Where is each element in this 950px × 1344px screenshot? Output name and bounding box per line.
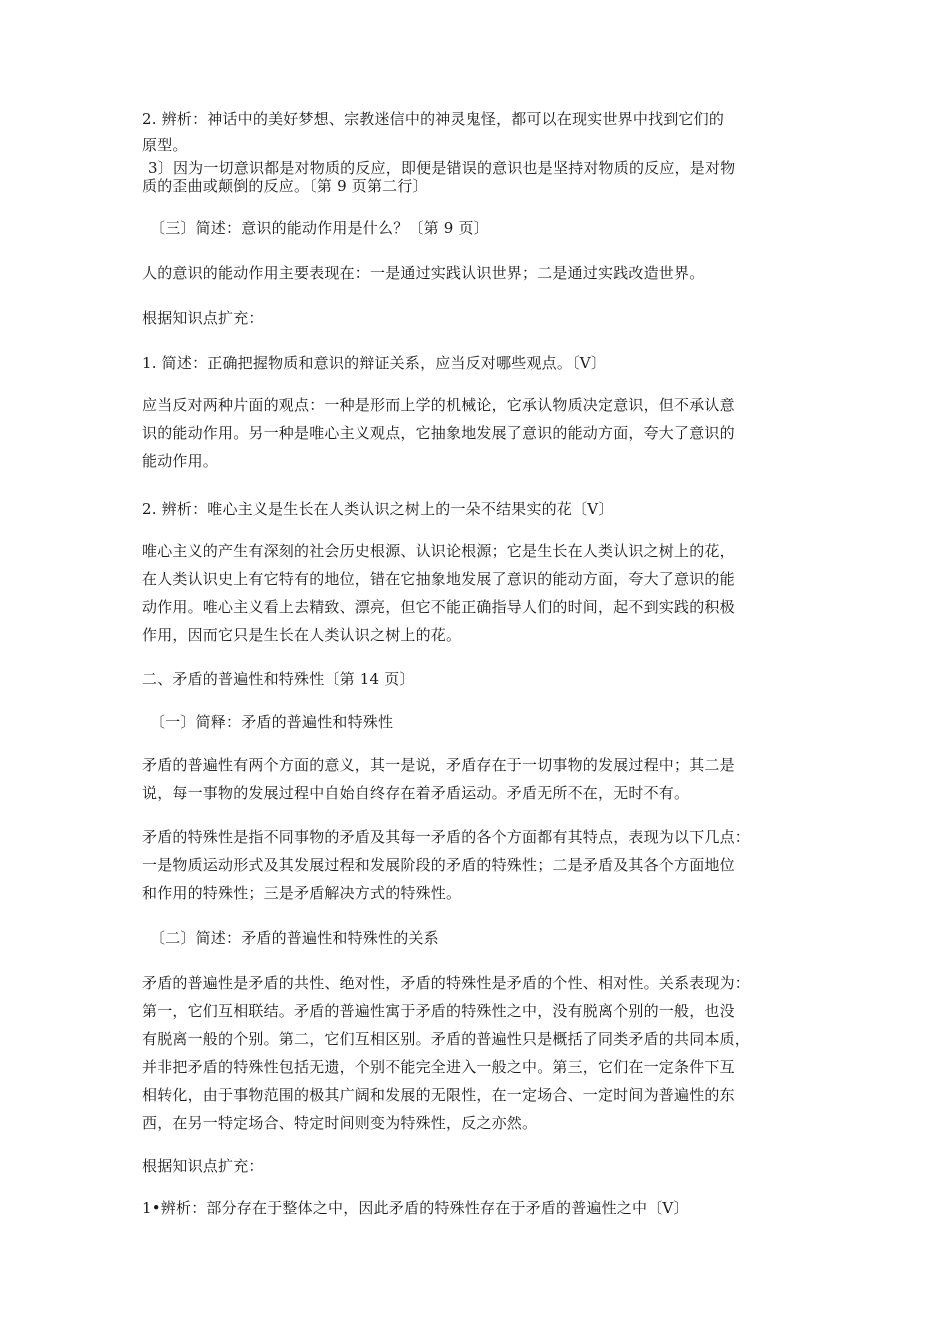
paragraph-line: 西，在另一特定场合、特定时间则变为特殊性，反之亦然。 xyxy=(142,1114,538,1132)
paragraph-line: 矛盾的特殊性是指不同事物的矛盾及其每一矛盾的各个方面都有其特点，表现为以下几点： xyxy=(142,828,751,846)
paragraph-line: 根据知识点扩充： xyxy=(142,1157,264,1175)
section-heading: 〔一〕简释：矛盾的普遍性和特殊性 xyxy=(150,713,394,731)
section-heading: 〔三〕简述：意识的能动作用是什么？〔第 9 页〕 xyxy=(150,219,489,237)
paragraph-line: 动作用。唯心主义看上去精致、漂亮，但它不能正确指导人们的时间，起不到实践的积极 xyxy=(142,598,735,616)
question-line: 1. 简述：正确把握物质和意识的辩证关系，应当反对哪些观点。〔V〕 xyxy=(142,354,607,372)
paragraph-line: 和作用的特殊性；三是矛盾解决方式的特殊性。 xyxy=(142,884,462,902)
paragraph-line: 2. 辨析：神话中的美好梦想、宗教迷信中的神灵鬼怪，都可以在现实世界中找到它们的 xyxy=(142,110,725,128)
paragraph-line: 作用，因而它只是生长在人类认识之树上的花。 xyxy=(142,626,462,644)
paragraph-line: 说，每一事物的发展过程中自始自终存在着矛盾运动。矛盾无所不在，无时不有。 xyxy=(142,784,690,802)
paragraph-line: 矛盾的普遍性是矛盾的共性、绝对性，矛盾的特殊性是矛盾的个性、相对性。关系表现为： xyxy=(142,974,751,992)
section-heading: 〔二〕简述：矛盾的普遍性和特殊性的关系 xyxy=(150,929,439,947)
paragraph-line: 根据知识点扩充： xyxy=(142,309,264,327)
paragraph-line: 在人类认识史上有它特有的地位，错在它抽象地发展了意识的能动方面，夸大了意识的能 xyxy=(142,570,735,588)
paragraph-line: 能动作用。 xyxy=(142,452,219,470)
paragraph-line: 相转化，由于事物范围的极其广阔和发展的无限性，在一定场合、一定时间为普遍性的东 xyxy=(142,1086,735,1104)
paragraph-line: 识的能动作用。另一种是唯心主义观点，它抽象地发展了意识的能动方面，夸大了意识的 xyxy=(142,424,735,442)
paragraph-line: 人的意识的能动作用主要表现在：一是通过实践认识世界；二是通过实践改造世界。 xyxy=(142,264,705,282)
paragraph-line: 有脱离一般的个别。第二，它们互相区别。矛盾的普遍性只是概括了同类矛盾的共同本质， xyxy=(142,1030,751,1048)
paragraph-line: 3〕因为一切意识都是对物质的反应，即便是错误的意识也是坚持对物质的反应，是对物 xyxy=(148,159,736,177)
paragraph-line: 原型。 xyxy=(142,136,188,154)
question-line: 1•辨析：部分存在于整体之中，因此矛盾的特殊性存在于矛盾的普遍性之中〔V〕 xyxy=(142,1199,689,1217)
question-line: 2. 辨析：唯心主义是生长在人类认识之树上的一朵不结果实的花〔V〕 xyxy=(142,500,614,518)
paragraph-line: 唯心主义的产生有深刻的社会历史根源、认识论根源；它是生长在人类认识之树上的花， xyxy=(142,542,735,560)
section-heading: 二、矛盾的普遍性和特殊性〔第 14 页〕 xyxy=(142,670,415,688)
paragraph-line: 并非把矛盾的特殊性包括无遗，个别不能完全进入一般之中。第三，它们在一定条件下互 xyxy=(142,1058,735,1076)
paragraph-line: 一是物质运动形式及其发展过程和发展阶段的矛盾的特殊性；二是矛盾及其各个方面地位 xyxy=(142,856,735,874)
paragraph-line: 矛盾的普遍性有两个方面的意义，其一是说，矛盾存在于一切事物的发展过程中；其二是 xyxy=(142,756,735,774)
paragraph-line: 应当反对两种片面的观点：一种是形而上学的机械论，它承认物质决定意识，但不承认意 xyxy=(142,396,735,414)
paragraph-line: 第一，它们互相联结。矛盾的普遍性寓于矛盾的特殊性之中，没有脱离个别的一般，也没 xyxy=(142,1002,735,1020)
paragraph-line: 质的歪曲或颠倒的反应。〔第 9 页第二行〕 xyxy=(142,177,428,195)
